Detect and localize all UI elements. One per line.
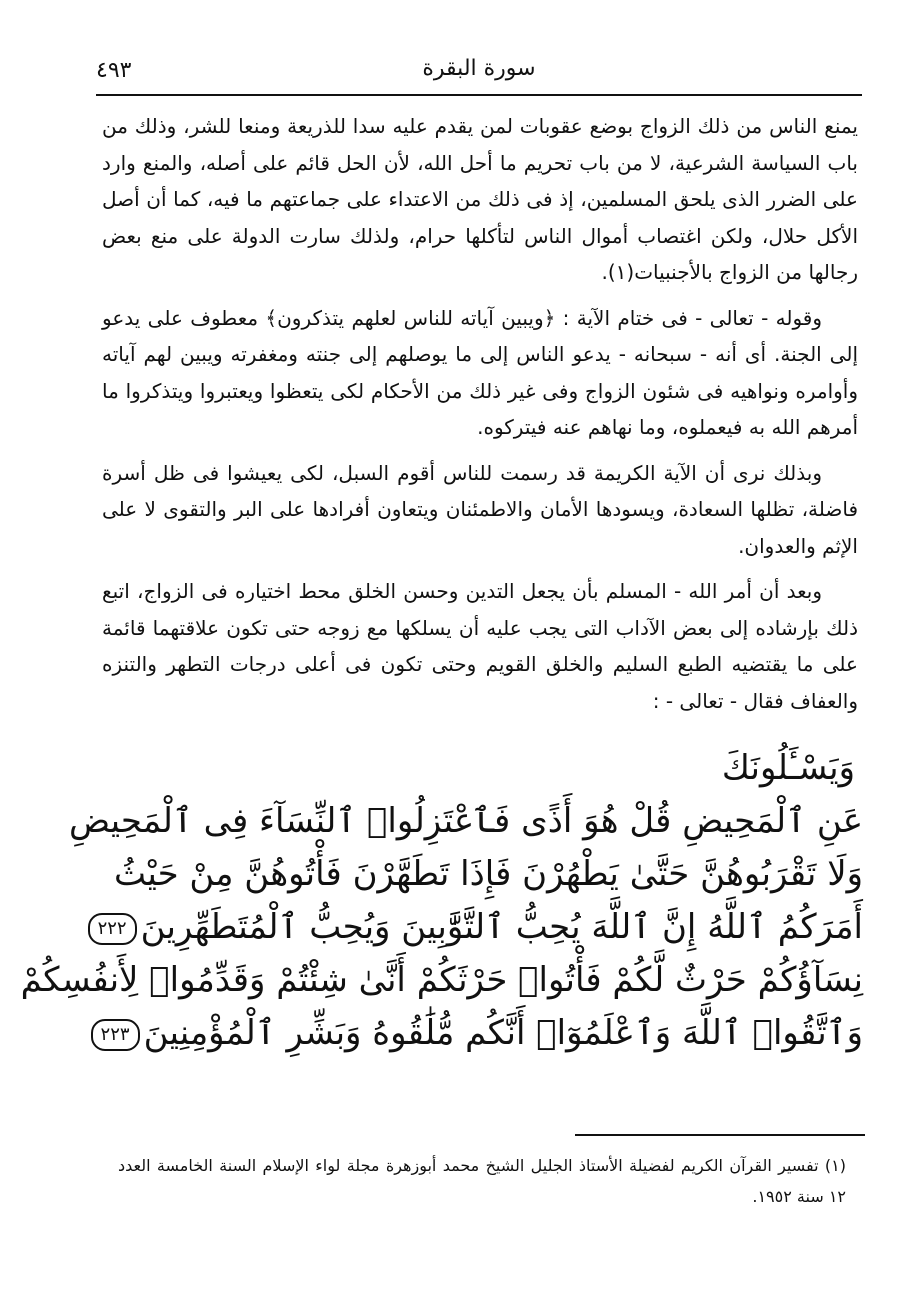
footnote-1: (١) تفسير القرآن الكريم لفضيلة الأستاذ الجليل الشيخ محمد أبوزهرة مجلة لواء الإسلام السنة الخامسة العدد ١٢ سنة ١٩٥٢. [118,1156,846,1206]
footnote-rule [575,1134,865,1136]
ayah-number-badge: ٢٢٣ [91,1019,140,1051]
body-text [102,108,858,728]
paragraph-4: وبعد أن أمر الله - المسلم بأن يجعل التدين وحسن الخلق محط اختياره فى الزواج، اتبع ذلك بإرشاده إلى بعض الآداب التى يجب عليه أن يسلكها مع زوجه حتى تكون علاقتهما قائمة على ما يقتضيه الطبع السليم والخلق القويم وحتى تكون فى أعلى درجات التطهر والتنزه والعفاف فقال - تعالى - : [102,579,858,713]
verse-line: وَلَا تَقْرَبُوهُنَّ حَتَّىٰ يَطْهُرْنَ فَإِذَا تَطَهَّرْنَ فَأْتُوهُنَّ مِنْ حَيْثُ [113,854,863,894]
page-number: ٤٩٣ [96,58,132,83]
paragraph-2: وقوله - تعالى - فى ختام الآية : ﴿ويبين آياته للناس لعلهم يتذكرون﴾ معطوف على يدعو إلى الجنة. أى أنه - سبحانه - يدعو الناس إلى ما يوصلهم إلى جنته ومغفرته ويبين لهم آياته وأوامره ونواهيه فى شئون الزواج وفى غير ذلك من الأحكام لكى يتعظوا ويعتبروا ويتذكروا ما أمرهم الله به فيعملوه، وما نهاهم عنه فيتركوه. [102,305,858,439]
paragraph-3: وبذلك نرى أن الآية الكريمة قد رسمت للناس أقوم السبل، لكى يعيشوا فى ظل أسرة فاضلة، تظلها السعادة، ويسودها الأمان والاطمئنان ويتعاون أفرادها على البر والتقوى لا على الإثم والعدوان. [102,460,858,558]
paragraph-1: يمنع الناس من ذلك الزواج بوضع عقوبات لمن يقدم عليه سدا للذريعة ومنعا للشر، وذلك من باب السياسة الشرعية، لا من باب تحريم ما أحل الله، لأن الحل قائم على أصله، والمنع وارد على الضرر الذى يلحق المسلمين، إذ فى ذلك من الاعتداء على جماعتهم ما فيه، كما أن أصل الأكل حلال، ولكن اغتصاب أموال الناس لتأكلها حرام، ولذلك سارت الدولة على منع بعض رجالها من الزواج بالأجنبيات(١). [102,114,858,284]
footnotes [118,1150,846,1212]
verse-line: عَنِ ٱلْمَحِيضِ قُلْ هُوَ أَذًى فَٱعْتَزِلُوا۟ ٱلنِّسَآءَ فِى ٱلْمَحِيضِ [69,801,863,841]
verse-line [100,1007,863,1060]
header-rule [96,94,862,96]
verse-line: وَيَسْـَٔلُونَكَ [721,748,855,788]
verse-line [97,901,863,954]
ayah-number-badge: ٢٢٢ [88,913,137,945]
verse-line: نِسَآؤُكُمْ حَرْثٌ لَّكُمْ فَأْتُوا۟ حَرْثَكُمْ أَنَّىٰ شِئْتُمْ وَقَدِّمُوا۟ لِأَنفُسِكُمْ [20,960,863,1000]
verse-line-text: أَمَرَكُمُ ٱللَّهُ إِنَّ ٱللَّهَ يُحِبُّ ٱلتَّوَّٰبِينَ وَيُحِبُّ ٱلْمُتَطَهِّرِينَ [140,907,863,947]
running-title: سورة البقرة [422,56,536,81]
quran-verse-block [20,742,863,1060]
verse-line-text: وَٱتَّقُوا۟ ٱللَّهَ وَٱعْلَمُوٓا۟ أَنَّكُم مُّلَٰقُوهُ وَبَشِّرِ ٱلْمُؤْمِنِينَ [143,1013,863,1053]
page-header [96,50,862,90]
